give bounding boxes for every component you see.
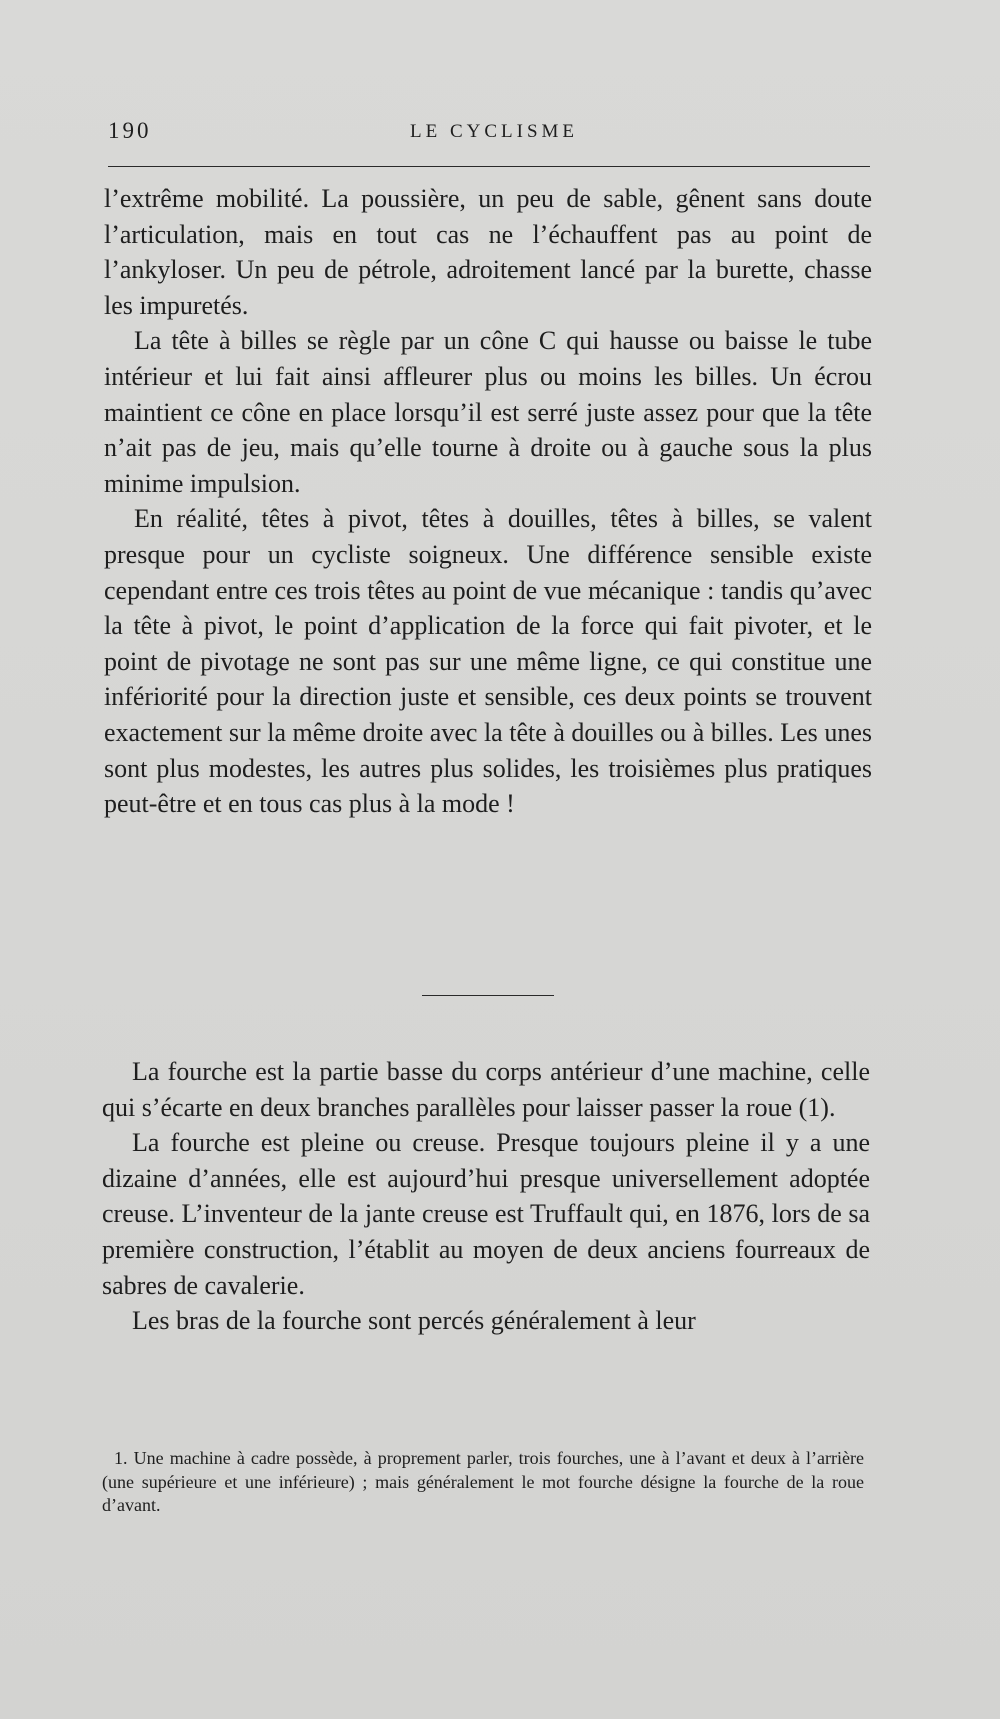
page-number: 190: [108, 118, 152, 143]
paragraph: La tête à billes se règle par un cône C qui hausse ou baisse le tube intérieur et lui fait ainsi affleurer plus ou moins les billes. Un écrou maintient ce cône en place lorsqu’il est serré juste assez pour que la tête n’ait pas de jeu, mais qu’elle tourne à droite ou à gauche sous la plus minime impulsion.: [104, 326, 872, 498]
header-rule: [108, 166, 870, 167]
body-text-section-2: [102, 1054, 870, 1339]
footnote: 1. Une machine à cadre possède, à proprement parler, trois fourches, une à l’avant et deux à l’arrière (une supérieure et une inférieure) ; mais généralement le mot fourche désigne la fourche de la roue d’avant.: [102, 1448, 864, 1515]
page-header: [108, 118, 870, 158]
paragraph: En réalité, têtes à pivot, têtes à douilles, têtes à billes, se valent presque pour un cycliste soigneux. Une différence sensible existe cependant entre ces trois têtes au point de vue mécanique : tandis qu’avec la tête à pivot, le point d’application de la force qui fait pivoter, et le point de pivotage ne sont pas sur une même ligne, ce qui constitue une infériorité pour la direction juste et sensible, ces deux points se trouvent exactement sur la même droite avec la tête à douilles ou à billes. Les unes sont plus modestes, les autres plus solides, les troisièmes plus pratiques peut-être et en tous cas plus à la mode !: [104, 504, 872, 819]
body-text-section-1: [104, 181, 872, 822]
section-divider: [422, 995, 554, 996]
paragraph: La fourche est pleine ou creuse. Presque toujours pleine il y a une dizaine d’années, elle est aujourd’hui presque universellement adoptée creuse. L’inventeur de la jante creuse est Truffault qui, en 1876, lors de sa première construction, l’établit au moyen de deux anciens fourreaux de sabres de cavalerie.: [102, 1128, 870, 1300]
paragraph: La fourche est la partie basse du corps antérieur d’une machine, celle qui s’écarte en deux branches parallèles pour laisser passer la roue (1).: [102, 1057, 870, 1122]
paragraph: Les bras de la fourche sont percés généralement à leur: [132, 1306, 696, 1336]
paragraph-continued: l’extrême mobilité. La poussière, un peu de sable, gênent sans doute l’articulation, mais en tout cas ne l’échauffent pas au point de l’ankyloser. Un peu de pétrole, adroitement lancé par la burette, chasse les impuretés.: [104, 184, 872, 320]
running-title: LE CYCLISME: [410, 121, 579, 142]
footnote-block: [102, 1447, 864, 1518]
